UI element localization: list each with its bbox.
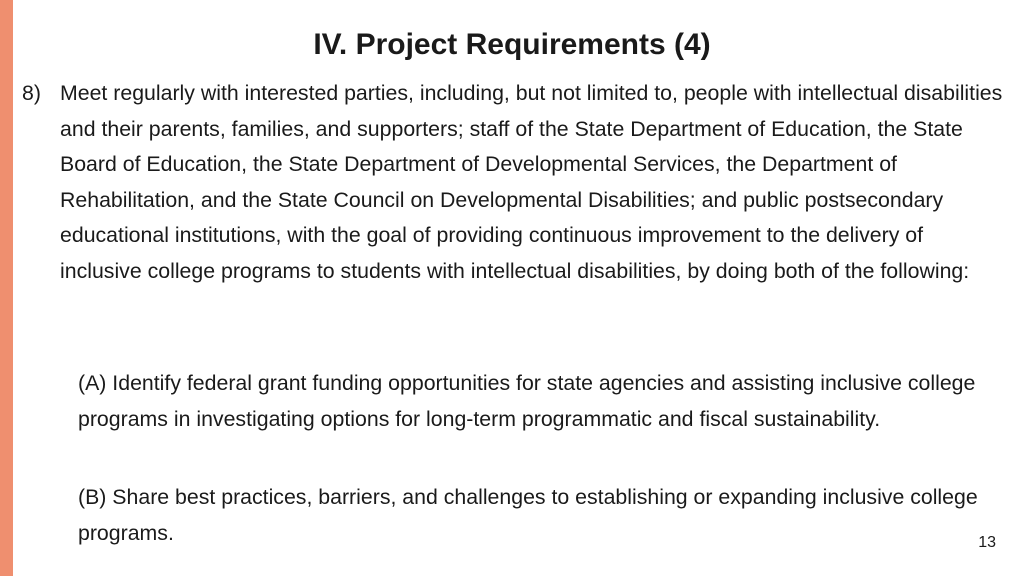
requirement-item <box>22 76 1012 289</box>
sub-item-b: (B) Share best practices, barriers, and challenges to establishing or expanding inclusive college programs. <box>78 485 978 545</box>
slide-title: IV. Project Requirements (4) <box>313 28 711 61</box>
sub-item-a: (A) Identify federal grant funding opportunities for state agencies and assisting inclusive college programs in investigating options for long-term programmatic and fiscal sustainability. <box>78 371 976 431</box>
accent-bar <box>0 0 13 576</box>
item-number: 8) <box>22 81 41 105</box>
item-text: Meet regularly with interested parties, including, but not limited to, people with intellectual disabilities and their parents, families, and supporters; staff of the State Department of Education, the State Board of Education, the State Department of Developmental Services, the Department of Rehabilitation, and the State Council on Developmental Disabilities; and public postsecondary educational institutions, with the goal of providing continuous improvement to the delivery of inclusive college programs to students with intellectual disabilities, by doing both of the following: <box>60 81 1003 283</box>
page-number: 13 <box>978 534 996 551</box>
